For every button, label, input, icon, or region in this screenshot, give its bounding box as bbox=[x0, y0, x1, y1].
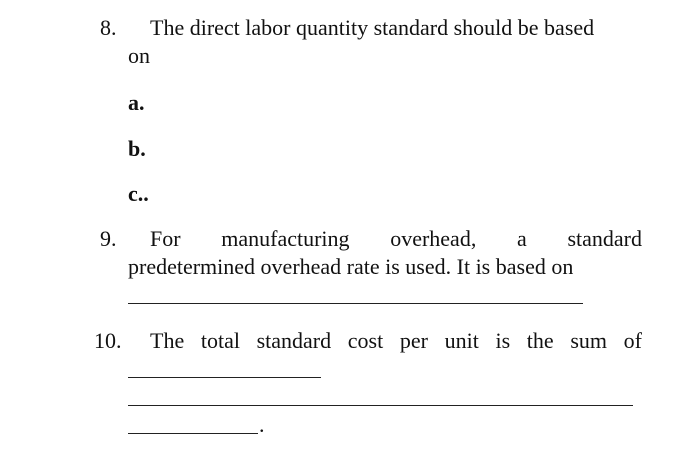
question-9-text-line1 bbox=[150, 226, 642, 252]
question-10-answer-blank-3[interactable] bbox=[128, 433, 258, 434]
question-10-word: per bbox=[399, 328, 428, 353]
question-8-option-c: c.. bbox=[128, 181, 149, 206]
question-8-text-line1: The direct labor quantity standard should be based bbox=[150, 15, 595, 40]
question-10-word: standard bbox=[256, 328, 332, 353]
question-10-word: is bbox=[495, 328, 511, 353]
question-10-word: unit bbox=[444, 328, 479, 353]
question-9-text-line2: predetermined overhead rate is used. It is based on bbox=[128, 254, 574, 279]
question-10-word: sum bbox=[570, 328, 608, 353]
question-10-text-line1 bbox=[150, 328, 642, 354]
question-10-trailing-period: . bbox=[259, 412, 265, 437]
question-9-answer-blank[interactable] bbox=[128, 303, 583, 304]
question-9-word: standard bbox=[567, 226, 642, 251]
question-9-word: For bbox=[150, 226, 181, 251]
question-9-number: 9. bbox=[100, 226, 117, 251]
question-10-word: the bbox=[526, 328, 554, 353]
question-9-word: manufacturing bbox=[221, 226, 350, 251]
question-10-answer-blank-1[interactable] bbox=[128, 377, 321, 378]
question-8-number: 8. bbox=[100, 15, 117, 40]
question-10-number: 10. bbox=[94, 328, 122, 353]
question-9-word: overhead, bbox=[390, 226, 477, 251]
question-10-word: total bbox=[200, 328, 240, 353]
question-10-word: cost bbox=[347, 328, 384, 353]
question-9-word: a bbox=[517, 226, 527, 251]
question-8-option-a: a. bbox=[128, 90, 145, 115]
question-8-text-line2: on bbox=[128, 43, 150, 68]
question-10-answer-blank-2[interactable] bbox=[128, 405, 633, 406]
question-10-word: of bbox=[623, 328, 642, 353]
question-8-option-b: b. bbox=[128, 136, 146, 161]
question-10-word: The bbox=[150, 328, 185, 353]
